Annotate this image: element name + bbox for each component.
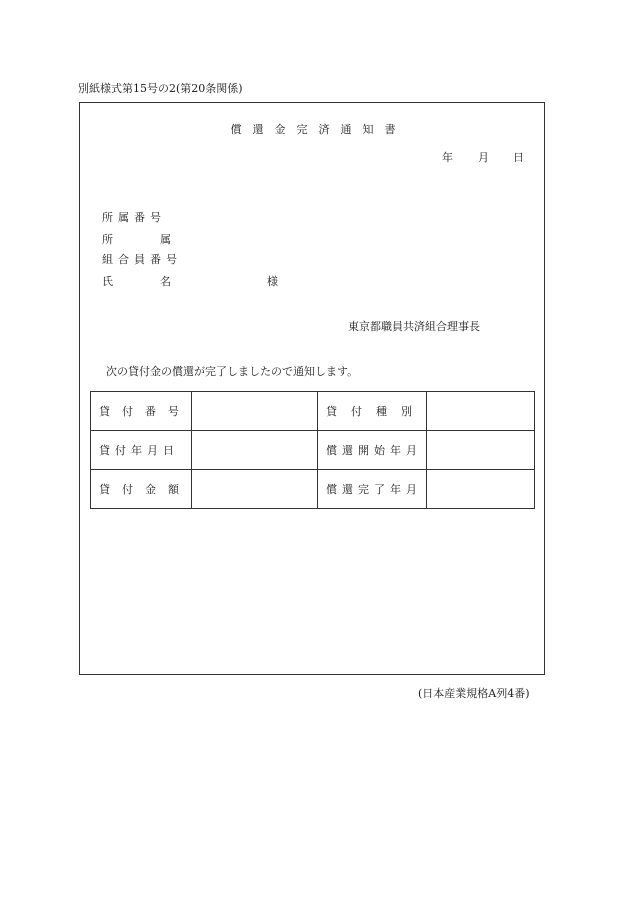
loan-date-value xyxy=(192,431,318,470)
repayment-start-value xyxy=(427,431,535,470)
table-row xyxy=(91,431,535,470)
honorific: 様 xyxy=(267,275,278,288)
loan-date-label: 貸付年月日 xyxy=(91,431,192,470)
date-year-label: 年 xyxy=(442,151,453,164)
table-row xyxy=(91,392,535,431)
affiliation-label-char-2: 属 xyxy=(160,233,171,246)
form-reference: 別紙様式第15号の2(第20条関係) xyxy=(78,82,243,95)
loan-amount-label: 貸付金額 xyxy=(91,470,192,509)
table-row xyxy=(91,470,535,509)
loan-amount-value xyxy=(192,470,318,509)
name-label-char-2: 名 xyxy=(160,275,171,288)
affiliation-label-char-1: 所 xyxy=(102,233,113,246)
loan-info-table xyxy=(90,391,535,509)
date-month-label: 月 xyxy=(478,151,489,164)
repayment-complete-value xyxy=(427,470,535,509)
document-title: 償還金完済通知書 xyxy=(230,123,407,136)
name-label-char-1: 氏 xyxy=(102,275,113,288)
issuer: 東京都職員共済組合理事長 xyxy=(348,320,480,333)
notice-message: 次の貸付金の償還が完了しましたので通知します。 xyxy=(106,365,359,378)
loan-type-value xyxy=(427,392,535,431)
paper-size-note: (日本産業規格A列4番) xyxy=(418,687,530,700)
repayment-start-label: 償還開始年月 xyxy=(318,431,427,470)
loan-number-label: 貸付番号 xyxy=(91,392,192,431)
loan-type-label: 貸付種別 xyxy=(318,392,427,431)
form-frame xyxy=(79,102,545,675)
affiliation-number-label: 所属番号 xyxy=(102,211,166,224)
date-day-label: 日 xyxy=(513,151,524,164)
member-number-label: 組合員番号 xyxy=(102,253,182,266)
repayment-complete-label: 償還完了年月 xyxy=(318,470,427,509)
loan-number-value xyxy=(192,392,318,431)
